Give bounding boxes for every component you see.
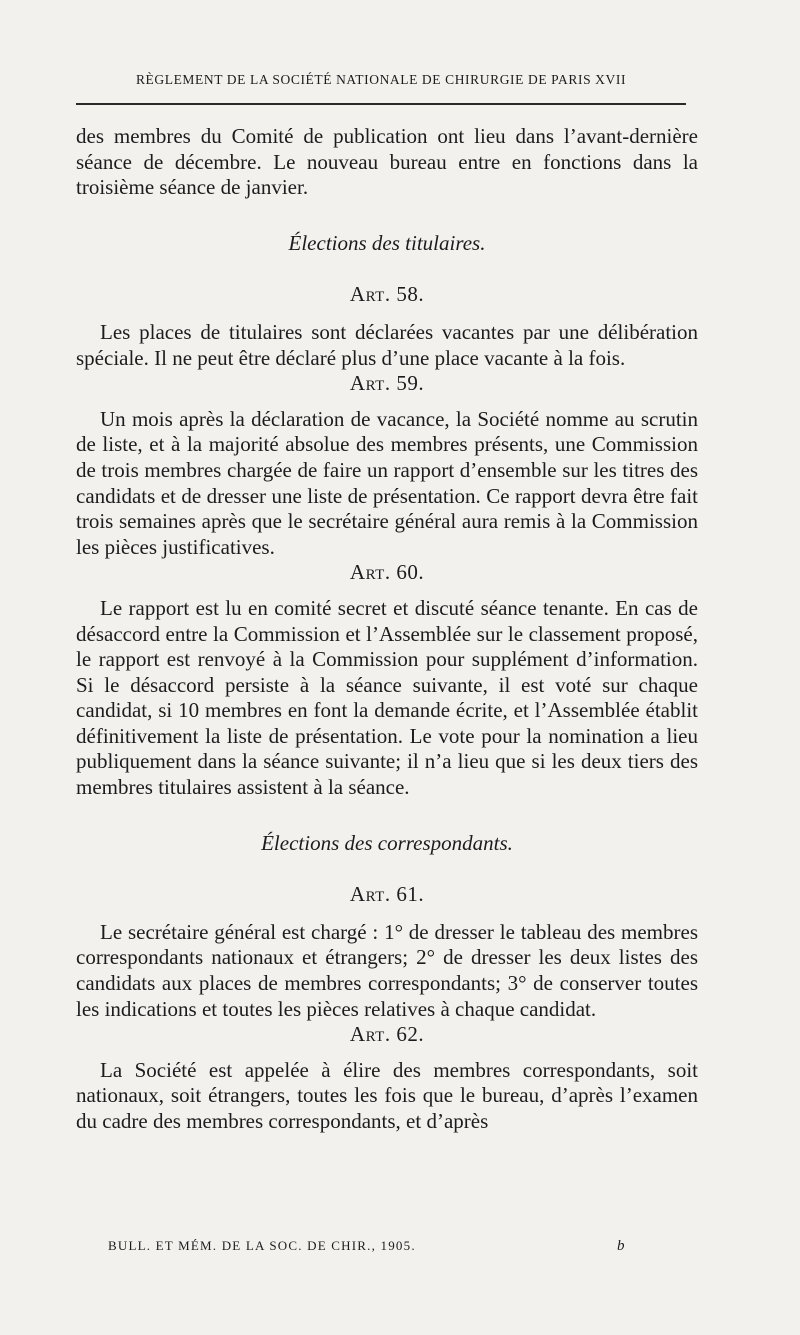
article-61-text: Le secrétaire général est chargé : 1° de dresser le tableau des membres correspondants nationaux et étrangers; 2° de dresser les deux listes des candidats aux places de membres correspondants; 3° de conserver toutes les indications et toutes les pièces relatives à chaque candidat.: [76, 919, 698, 1021]
article-60-text: Le rapport est lu en comité secret et discuté séance tenante. En cas de désaccord entre la Commission et l’Assemblée sur le classement proposé, le rapport est renvoyé à la Commission pour supplément d’information. Si le désaccord persiste à la séance suivante, il est voté sur chaque candidat, si 10 membres en font la demande écrite, et l’Assemblée établit définitivement la liste de présentation. Le vote pour la nomination a lieu publiquement dans la séance suivante; il n’a lieu que si les deux tiers des membres titulaires assistent à la séance.: [76, 595, 698, 800]
page-footer: [108, 1238, 624, 1254]
article-62-text: La Société est appelée à élire des membres correspondants, soit nationaux, soit étrangers, toutes les fois que le bureau, d’après l’examen du cadre des membres correspondants, et d’après: [76, 1057, 698, 1133]
article-59-heading: Art. 59.: [349, 371, 425, 396]
intro-paragraph: des membres du Comité de publication ont lieu dans l’avant-dernière séance de décembre. Le nouveau bureau entre en fonctions dans la troisième séance de janvier.: [76, 124, 698, 200]
running-head: RÈGLEMENT DE LA SOCIÉTÉ NATIONALE DE CHIRURGIE DE PARIS XVII: [135, 72, 627, 87]
body-text: [76, 124, 698, 1135]
article-61-heading: Art. 61.: [349, 882, 425, 907]
header-rule: [76, 103, 686, 105]
article-58-text: Les places de titulaires sont déclarées vacantes par une délibération spéciale. Il ne peut être déclaré plus d’une place vacante à la fois.: [76, 319, 698, 370]
article-62-heading: Art. 62.: [349, 1022, 425, 1047]
footer-journal-citation: BULL. ET MÉM. DE LA SOC. DE CHIR., 1905.: [108, 1238, 416, 1253]
article-60-heading: Art. 60.: [349, 560, 425, 585]
article-59-text: Un mois après la déclaration de vacance, la Société nomme au scrutin de liste, et à la majorité absolue des membres présents, une Commission de trois membres chargée de faire un rapport d’ensemble sur les titres des candidats et de dresser une liste de présentation. Ce rapport devra être fait trois semaines après que le secrétaire général aura remis à la Commission les pièces justificatives.: [76, 406, 698, 559]
section-title-correspondants: Élections des correspondants.: [261, 830, 513, 855]
section-title-titulaires: Élections des titulaires.: [288, 230, 486, 255]
article-58-heading: Art. 58.: [349, 282, 425, 307]
footer-signature-mark: b: [617, 1238, 625, 1254]
